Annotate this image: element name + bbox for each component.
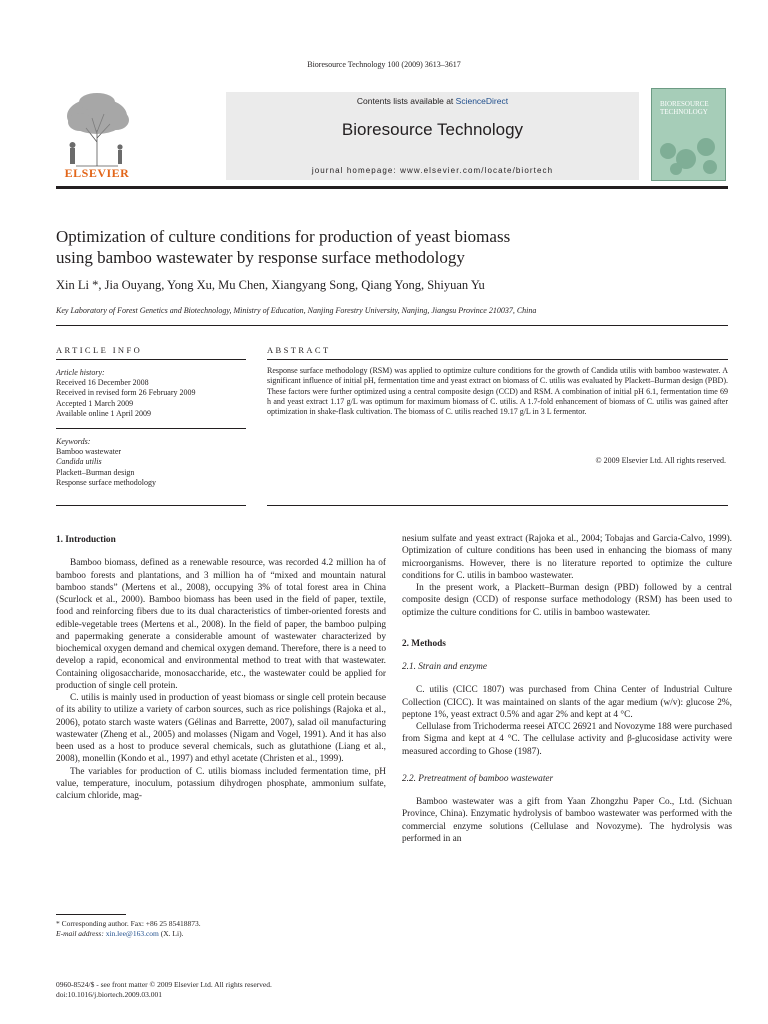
contents-prefix: Contents lists available at — [356, 96, 456, 106]
history-revised: Received in revised form 26 February 2009 — [56, 388, 196, 398]
right-paragraph-2: In the present work, a Plackett–Burman design (PBD) followed by a central composite design (CCD) of response surface methodology (RSM) has been used to optimize the culture conditions for C. utilis in bamboo wastewater. — [402, 583, 732, 618]
history-label: Article history: — [56, 368, 105, 377]
pretreatment-paragraph: Bamboo wastewater was a gift from Yaan Zhongzhu Paper Co., Ltd. (Sichuan Province, China). Enzymatic hydrolysis of bamboo wastewater was performed with the commercial enzyme solutions (Cellulase and Novozyme). The hydrolysis was performed in an — [402, 797, 732, 844]
abstract-bottom-rule — [267, 505, 728, 506]
journal-citation: Bioresource Technology 100 (2009) 3613–3617 — [307, 60, 461, 69]
abstract-rule — [267, 359, 728, 360]
article-info-rule — [56, 359, 246, 360]
doi-line[interactable]: doi:10.1016/j.biortech.2009.03.001 — [56, 990, 163, 999]
body-column-left — [56, 534, 386, 802]
info-bottom-rule — [56, 505, 246, 506]
journal-homepage[interactable]: journal homepage: www.elsevier.com/locate/biortech — [311, 166, 554, 175]
abstract-body: Response surface methodology (RSM) was applied to optimize culture conditions for the growth of Candida utilis with bamboo wastewater. A significant influence of initial pH, fermentation time and yeast extract on biomass of C. utilis was evaluated by Plackett–Burman design (PBD). These factors were further optimized using a central composite design (CCD) and RSM. A combination of initial pH 6.1, fermentation time 69 h and yeast extract 1.17 g/L was optimum for maximum biomass of C. utilis. A 1.7-fold enhancement of biomass of C. utilis was gained after optimization in shake-flask cultivation. The biomass of C. utilis reached 19.17 g/L in 3 L fermentor. — [267, 366, 728, 417]
issn-doi-block — [56, 980, 456, 1000]
author-affiliation: Key Laboratory of Forest Genetics and Biotechnology, Ministry of Education, Nanjing Forestry University, Nanjing, Jiangsu Province 210037, China — [56, 306, 537, 315]
header-rule — [56, 186, 728, 189]
history-received: Received 16 December 2008 — [56, 378, 149, 388]
keywords-rule — [56, 428, 246, 429]
history-accepted: Accepted 1 March 2009 — [56, 398, 134, 408]
cover-title: BIORESOURCE TECHNOLOGY — [660, 100, 709, 116]
corresponding-author-footnote — [56, 919, 386, 939]
keyword-item: Response surface methodology — [56, 477, 156, 487]
email-label: E-mail address: — [56, 929, 106, 938]
issn-line: 0960-8524/$ - see front matter © 2009 Elsevier Ltd. All rights reserved. — [56, 980, 272, 989]
article-history — [56, 368, 246, 419]
article-title-line-1: Optimization of culture conditions for production of yeast biomass — [56, 227, 511, 246]
journal-title: Bioresource Technology — [341, 120, 524, 139]
introduction-heading: 1. Introduction — [56, 535, 116, 545]
footnote-rule — [56, 914, 126, 915]
abstract-heading: ABSTRACT — [267, 345, 331, 355]
keywords — [56, 437, 246, 488]
strain-enzyme-heading: 2.1. Strain and enzyme — [402, 662, 487, 672]
email-suffix: (X. Li). — [158, 929, 184, 938]
body-column-right — [402, 533, 732, 845]
strain-paragraph-1: C. utilis (CICC 1807) was purchased from China Center of Industrial Culture Collection (CICC). It was maintained on slants of the agar medium (w/v): glucose 2%, peptone 1%, yeast extract 0.5% and agar 2% and kept at 4 °C. — [402, 685, 732, 720]
intro-paragraph-2: C. utilis is mainly used in production of yeast biomass or single cell protein because of its ability to utilize a variety of carbon sources, such as rice polishings (Rajoka et al., 2006), potato starch waste waters (Gélinas and Barrette, 2007), salad oil manufacturing wastewater (Zheng et al., 2005) and molasses (Nigam and Vogel, 1991). And it has also been used as a host to produce several chemicals, such as glutathione (Liang et al., 2008), monellin (Kondo et al., 1997) and ethyl acetate (Christen et al., 1999). — [56, 693, 386, 765]
keyword-item: Candida utilis — [56, 457, 102, 467]
author-email-link[interactable]: xin.lee@163.com — [105, 929, 159, 938]
intro-paragraph-3: The variables for production of C. utilis biomass included fermentation time, pH value, temperature, inoculum, potassium dihydrogen phosphate, ammonium sulfate, calcium chloride, mag- — [56, 766, 386, 801]
abstract-copyright: © 2009 Elsevier Ltd. All rights reserved. — [595, 456, 726, 465]
right-paragraph-1: nesium sulfate and yeast extract (Rajoka et al., 2004; Tobajas and Garcia-Calvo, 1999). Optimization of culture conditions has been used in enhancing the biomass of many microorganisms. However, there is no literature reported to optimize the culture conditions for C. utilis in bamboo wastewater. — [402, 534, 732, 581]
keyword-item: Plackett–Burman design — [56, 467, 135, 477]
strain-paragraph-2: Cellulase from Trichoderma reesei ATCC 26921 and Novozyme 188 were purchased from Sigma and kept at 4 °C. The cellulase activity and β-glucosidase activity were measured according to Ghose (1987). — [402, 722, 732, 757]
author-list: Xin Li *, Jia Ouyang, Yong Xu, Mu Chen, Xiangyang Song, Qiang Yong, Shiyuan Yu — [56, 278, 485, 292]
article-info-heading: ARTICLE INFO — [56, 345, 143, 355]
affiliation-rule — [56, 325, 728, 326]
contents-availability — [226, 96, 639, 106]
article-title — [56, 226, 716, 268]
history-online: Available online 1 April 2009 — [56, 408, 151, 418]
intro-paragraph-1: Bamboo biomass, defined as a renewable resource, was recorded 4.2 million ha of bamboo forests and plantations, and 3 million ha of “mixed and mountain natural bamboo stands” (Mertens et al., 2008), occupying 3% of total forest area in China (Scurlock et al., 2000). Bamboo biomass has been used in the field of paper, textile, food and reinforcing fibers due to its dual characteristics of timber-oriented forests and edible-vegetable trees (Mertens et al., 2008). In the field of paper, the bamboo pulping and papermaking generate a considerable amount of wastewater characterized by biochemical oxygen demand and chemical oxygen demand. Therefore, there is a need to develop a rapid, economical and environmental method to treat with that wastewater. Containing oligosaccharide, monosaccharide, etc., the wastewater could be applied for production of single cell protein. — [56, 558, 386, 691]
corresponding-author-note: * Corresponding author. Fax: +86 25 85418873. — [56, 919, 201, 928]
article-title-line-2: using bamboo wastewater by response surface methodology — [56, 248, 465, 267]
keyword-item: Bamboo wastewater — [56, 447, 122, 457]
elsevier-wordmark: ELSEVIER — [64, 166, 130, 180]
pretreatment-heading: 2.2. Pretreatment of bamboo wastewater — [402, 773, 554, 784]
keywords-label: Keywords: — [56, 437, 91, 446]
methods-heading: 2. Methods — [402, 638, 446, 649]
sciencedirect-link[interactable]: ScienceDirect — [455, 96, 509, 106]
